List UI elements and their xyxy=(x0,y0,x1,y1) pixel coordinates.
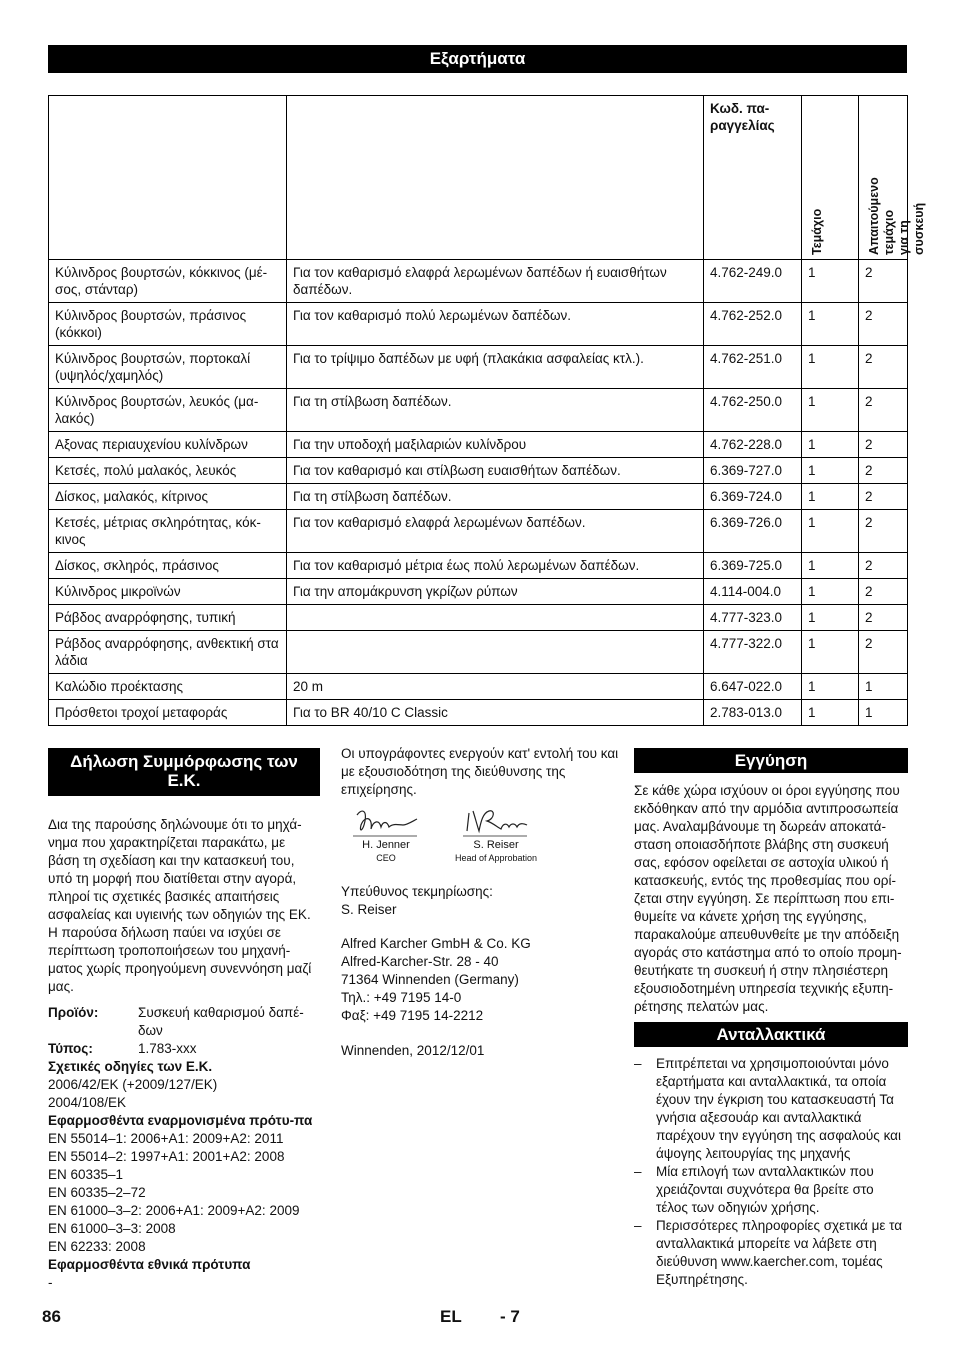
table-row xyxy=(49,303,908,346)
table-cell: 1 xyxy=(802,674,859,700)
table-cell: 1 xyxy=(802,553,859,579)
table-header-cell xyxy=(287,96,704,260)
list-item: – Μία επιλογή των ανταλλακτικών που χρειάζονται συχνότερα θα βρείτε στο τέλος των οδηγιών χρήσης. xyxy=(634,1163,908,1217)
table-row xyxy=(49,553,908,579)
company-address xyxy=(341,935,619,1025)
table-cell: 4.762-250.0 xyxy=(704,389,802,432)
table-cell xyxy=(287,631,704,674)
place-date: Winnenden, 2012/12/01 xyxy=(341,1043,485,1058)
table-cell: Καλώδιο προέκτασης xyxy=(49,674,287,700)
table-cell: 1 xyxy=(859,700,908,726)
table-cell: 6.369-726.0 xyxy=(704,510,802,553)
national-standards-label: Εφαρμοσθέντα εθνικά πρότυπα xyxy=(48,1257,251,1272)
header-order-no: Κωδ. πα- ραγγελίας xyxy=(704,96,802,260)
table-cell: 1 xyxy=(802,260,859,303)
page-number: 86 xyxy=(42,1307,61,1326)
table-cell: 2 xyxy=(859,484,908,510)
table-cell: 1 xyxy=(802,631,859,674)
table-row xyxy=(49,458,908,484)
table-cell: Κύλινδρος βουρτσών, πορτοκαλί (υψηλός/χαμηλός) xyxy=(49,346,287,389)
table-row xyxy=(49,510,908,553)
warranty-column xyxy=(634,748,908,1289)
table-cell: 4.762-252.0 xyxy=(704,303,802,346)
signature-reiser-icon xyxy=(461,807,531,839)
table-cell: 1 xyxy=(859,674,908,700)
sub-page-number: - 7 xyxy=(500,1307,520,1326)
header-required-pieces: Απαιτούμενο τεμάχιο για τη συσκευή xyxy=(859,96,908,260)
table-cell: Δίσκος, μαλακός, κίτρινος xyxy=(49,484,287,510)
table-cell: Ράβδος αναρρόφησης, ανθεκτική στα λάδια xyxy=(49,631,287,674)
signature-title: CEO xyxy=(376,853,396,863)
table-cell: 4.762-228.0 xyxy=(704,432,802,458)
table-cell: 2 xyxy=(859,631,908,674)
doc-responsible-name: S. Reiser xyxy=(341,902,397,917)
table-header-cell xyxy=(49,96,287,260)
table-cell: 2 xyxy=(859,303,908,346)
table-cell: 2 xyxy=(859,346,908,389)
table-row xyxy=(49,484,908,510)
table-row xyxy=(49,260,908,303)
list-item: – Επιτρέπεται να χρησιμοποιούνται μόνο εξαρτήματα και ανταλλακτικά, τα οποία έχουν την έγκριση του κατασκευαστή Τα γνήσια αξεσουάρ και ανταλλακτικά παρέχουν την εγγύηση της ασφαλούς και άψογης λειτουργίας της μηχανής xyxy=(634,1055,908,1163)
table-cell: 6.647-022.0 xyxy=(704,674,802,700)
table-cell: Για τον καθαρισμό ελαφρά λερωμένων δαπέδων. xyxy=(287,510,704,553)
table-cell: Κετσές, μέτριας σκληρότητας, κόκ-κινος xyxy=(49,510,287,553)
signature-name: S. Reiser xyxy=(473,839,519,851)
warranty-text: Σε κάθε χώρα ισχύουν οι όροι εγγύησης που εκδόθηκαν από την αρμόδια αντιπροσωπεία μας. Αναλαμβάνουμε τη δωρεάν αποκατά-σταση οποιασδήποτε βλάβης στη συσκευή σας, εφόσον οφείλεται σε αστοχία υλικού ή κατασκευής, εντός της προθεσμίας που ορί-ζεται στην εγγύηση. Σε περίπτωση που επι-θυμείτε να κάνετε χρήση της εγγύησης, παρακαλούμε απευθυνθείτε με την απόδειξη αγοράς στο κατάστημα από το οποίο προμη-θευτήκατε τη συσκευή ή στην πλησιέστερη εξουσιοδοτημένη υπηρεσία τεχνικής εξυπη-ρέτησης πελατών μας. xyxy=(634,783,902,1014)
table-header-row xyxy=(49,96,908,260)
table-row xyxy=(49,700,908,726)
table-cell: Δίσκος, σκληρός, πράσινος xyxy=(49,553,287,579)
table-cell: 1 xyxy=(802,579,859,605)
table-cell: Κύλινδρος μικροϊνών xyxy=(49,579,287,605)
table-cell: Για τον καθαρισμό ελαφρά λερωμένων δαπέδων ή ευαισθήτων δαπέδων. xyxy=(287,260,704,303)
list-item: – Περισσότερες πληροφορίες σχετικά με τα ανταλλακτικά μπορείτε να λάβετε στη διεύθυνση www.kaercher.com, τομέας Εξυπηρέτησης. xyxy=(634,1217,908,1289)
table-row xyxy=(49,674,908,700)
standard-item: EN 55014–2: 1997+A1: 2001+A2: 2008 xyxy=(48,1149,285,1164)
table-cell: 4.762-249.0 xyxy=(704,260,802,303)
signature-reiser xyxy=(451,807,541,869)
parts-table xyxy=(48,95,926,726)
table-cell: Για το BR 40/10 C Classic xyxy=(287,700,704,726)
table-cell: 2 xyxy=(859,260,908,303)
table-cell: Πρόσθετοι τροχοί μεταφοράς xyxy=(49,700,287,726)
table-cell: 6.369-725.0 xyxy=(704,553,802,579)
standard-item: EN 61000–3–2: 2006+A1: 2009+A2: 2009 xyxy=(48,1203,300,1218)
table-cell: Για τη στίλβωση δαπέδων. xyxy=(287,389,704,432)
standard-item: EN 60335–2–72 xyxy=(48,1185,146,1200)
signatories-column xyxy=(341,745,619,1060)
table-cell: 1 xyxy=(802,303,859,346)
spare-parts-list xyxy=(634,1055,908,1289)
table-cell: 2 xyxy=(859,389,908,432)
table-cell: Κύλινδρος βουρτσών, πράσινος (κόκκοι) xyxy=(49,303,287,346)
table-cell: 4.762-251.0 xyxy=(704,346,802,389)
table-cell: Κύλινδρος βουρτσών, λευκός (μα-λακός) xyxy=(49,389,287,432)
page-title: Εξαρτήματα xyxy=(48,45,907,73)
table-cell: 1 xyxy=(802,605,859,631)
signature-name: H. Jenner xyxy=(362,839,410,851)
table-cell: 4.114-004.0 xyxy=(704,579,802,605)
table-cell: 4.777-322.0 xyxy=(704,631,802,674)
table-cell: Αξονας περιαυχενίου κυλίνδρων xyxy=(49,432,287,458)
table-cell: Κετσές, πολύ μαλακός, λευκός xyxy=(49,458,287,484)
address-line: Τηλ.: +49 7195 14-0 xyxy=(341,990,462,1005)
table-cell: 1 xyxy=(802,432,859,458)
type-row: Τύπος: 1.783-xxx xyxy=(48,1041,197,1056)
table-cell: 2.783-013.0 xyxy=(704,700,802,726)
signature-jenner xyxy=(341,807,431,869)
table-cell: 1 xyxy=(802,510,859,553)
table-cell: Για την υποδοχή μαξιλαριών κυλίνδρου xyxy=(287,432,704,458)
signature-title: Head of Approbation xyxy=(454,853,538,863)
declaration-intro: Δια της παρούσης δηλώνουμε ότι το μηχά-νημα που χαρακτηρίζεται παρακάτω, με βάση τη σχεδίαση και την κατασκευή του, υπό τη μορφή που διατίθεται στην αγορά, πληροί τις σχετικές βασικές απαιτήσεις ασφαλείας και υγιεινής των οδηγιών της ΕΚ. Η παρούσα δήλωση παύει να ισχύει σε περίπτωση τροποποιήσεων του μηχανή-ματος χωρίς προηγούμενη συνεννόηση μαζί μας. xyxy=(48,817,312,994)
table-row xyxy=(49,432,908,458)
table-cell: Για τον καθαρισμό και στίλβωση ευαισθήτων δαπέδων. xyxy=(287,458,704,484)
table-cell: 2 xyxy=(859,579,908,605)
directive-item: 2004/108/ΕΚ xyxy=(48,1095,127,1110)
table-cell: Για τον καθαρισμό πολύ λερωμένων δαπέδων. xyxy=(287,303,704,346)
warranty-title: Εγγύηση xyxy=(634,748,908,773)
standard-item: EN 61000–3–3: 2008 xyxy=(48,1221,176,1236)
table-cell: Ράβδος αναρρόφησης, τυπική xyxy=(49,605,287,631)
table-cell: 2 xyxy=(859,553,908,579)
national-standards-value: - xyxy=(48,1275,53,1290)
table-cell: 1 xyxy=(802,458,859,484)
address-line: Alfred-Karcher-Str. 28 - 40 xyxy=(341,954,499,969)
table-row xyxy=(49,389,908,432)
table-cell: 1 xyxy=(802,389,859,432)
table-cell: 6.369-724.0 xyxy=(704,484,802,510)
standards-label: Εφαρμοσθέντα εναρμονισμένα πρότυ-πα xyxy=(48,1113,313,1128)
table-cell: Για την απομάκρυνση γκρίζων ρύπων xyxy=(287,579,704,605)
spare-parts-title: Ανταλλακτικά xyxy=(634,1022,908,1047)
address-line: 71364 Winnenden (Germany) xyxy=(341,972,519,987)
table-row xyxy=(49,346,908,389)
signatories-intro: Οι υπογράφοντες ενεργούν κατ' εντολή του και με εξουσιοδότηση της διεύθυνσης της επιχείρησης. xyxy=(341,746,619,797)
signature-jenner-icon xyxy=(351,807,421,839)
directive-item: 2006/42/ΕΚ (+2009/127/ΕΚ) xyxy=(48,1077,218,1092)
table-cell: 2 xyxy=(859,458,908,484)
table-cell: 4.777-323.0 xyxy=(704,605,802,631)
table-cell: 1 xyxy=(802,700,859,726)
table-cell: 1 xyxy=(802,346,859,389)
language-code: EL xyxy=(440,1307,462,1326)
address-line: Alfred Karcher GmbH & Co. KG xyxy=(341,936,531,951)
product-row: Προϊόν: Συσκευή καθαρισμού δαπέ-δων xyxy=(48,1005,304,1038)
standard-item: EN 55014–1: 2006+A1: 2009+A2: 2011 xyxy=(48,1131,284,1146)
doc-responsible-label: Υπεύθυνος τεκμηρίωσης: xyxy=(341,884,493,899)
table-cell: Κύλινδρος βουρτσών, κόκκινος (μέ-σος, στάνταρ) xyxy=(49,260,287,303)
table-cell: Για το τρίψιμο δαπέδων με υφή (πλακάκια ασφαλείας κτλ.). xyxy=(287,346,704,389)
declaration-title: Δήλωση Συμμόρφωσης των Ε.Κ. xyxy=(48,748,320,796)
table-cell: 2 xyxy=(859,605,908,631)
table-cell: 2 xyxy=(859,510,908,553)
declaration-column xyxy=(48,748,320,1292)
table-cell xyxy=(287,605,704,631)
standard-item: EN 60335–1 xyxy=(48,1167,124,1182)
table-row xyxy=(49,579,908,605)
table-cell: 2 xyxy=(859,432,908,458)
table-cell: Για τη στίλβωση δαπέδων. xyxy=(287,484,704,510)
header-piece: Τεμάχιο xyxy=(802,96,859,260)
signatures xyxy=(341,807,619,869)
directives-label: Σχετικές οδηγίες των Ε.Κ. xyxy=(48,1059,213,1074)
address-line: Φαξ: +49 7195 14-2212 xyxy=(341,1008,484,1023)
standard-item: EN 62233: 2008 xyxy=(48,1239,146,1254)
table-cell: Για τον καθαρισμό μέτρια έως πολύ λερωμένων δαπέδων. xyxy=(287,553,704,579)
table-cell: 1 xyxy=(802,484,859,510)
table-row xyxy=(49,631,908,674)
table-cell: 6.369-727.0 xyxy=(704,458,802,484)
table-cell: 20 m xyxy=(287,674,704,700)
table-row xyxy=(49,605,908,631)
